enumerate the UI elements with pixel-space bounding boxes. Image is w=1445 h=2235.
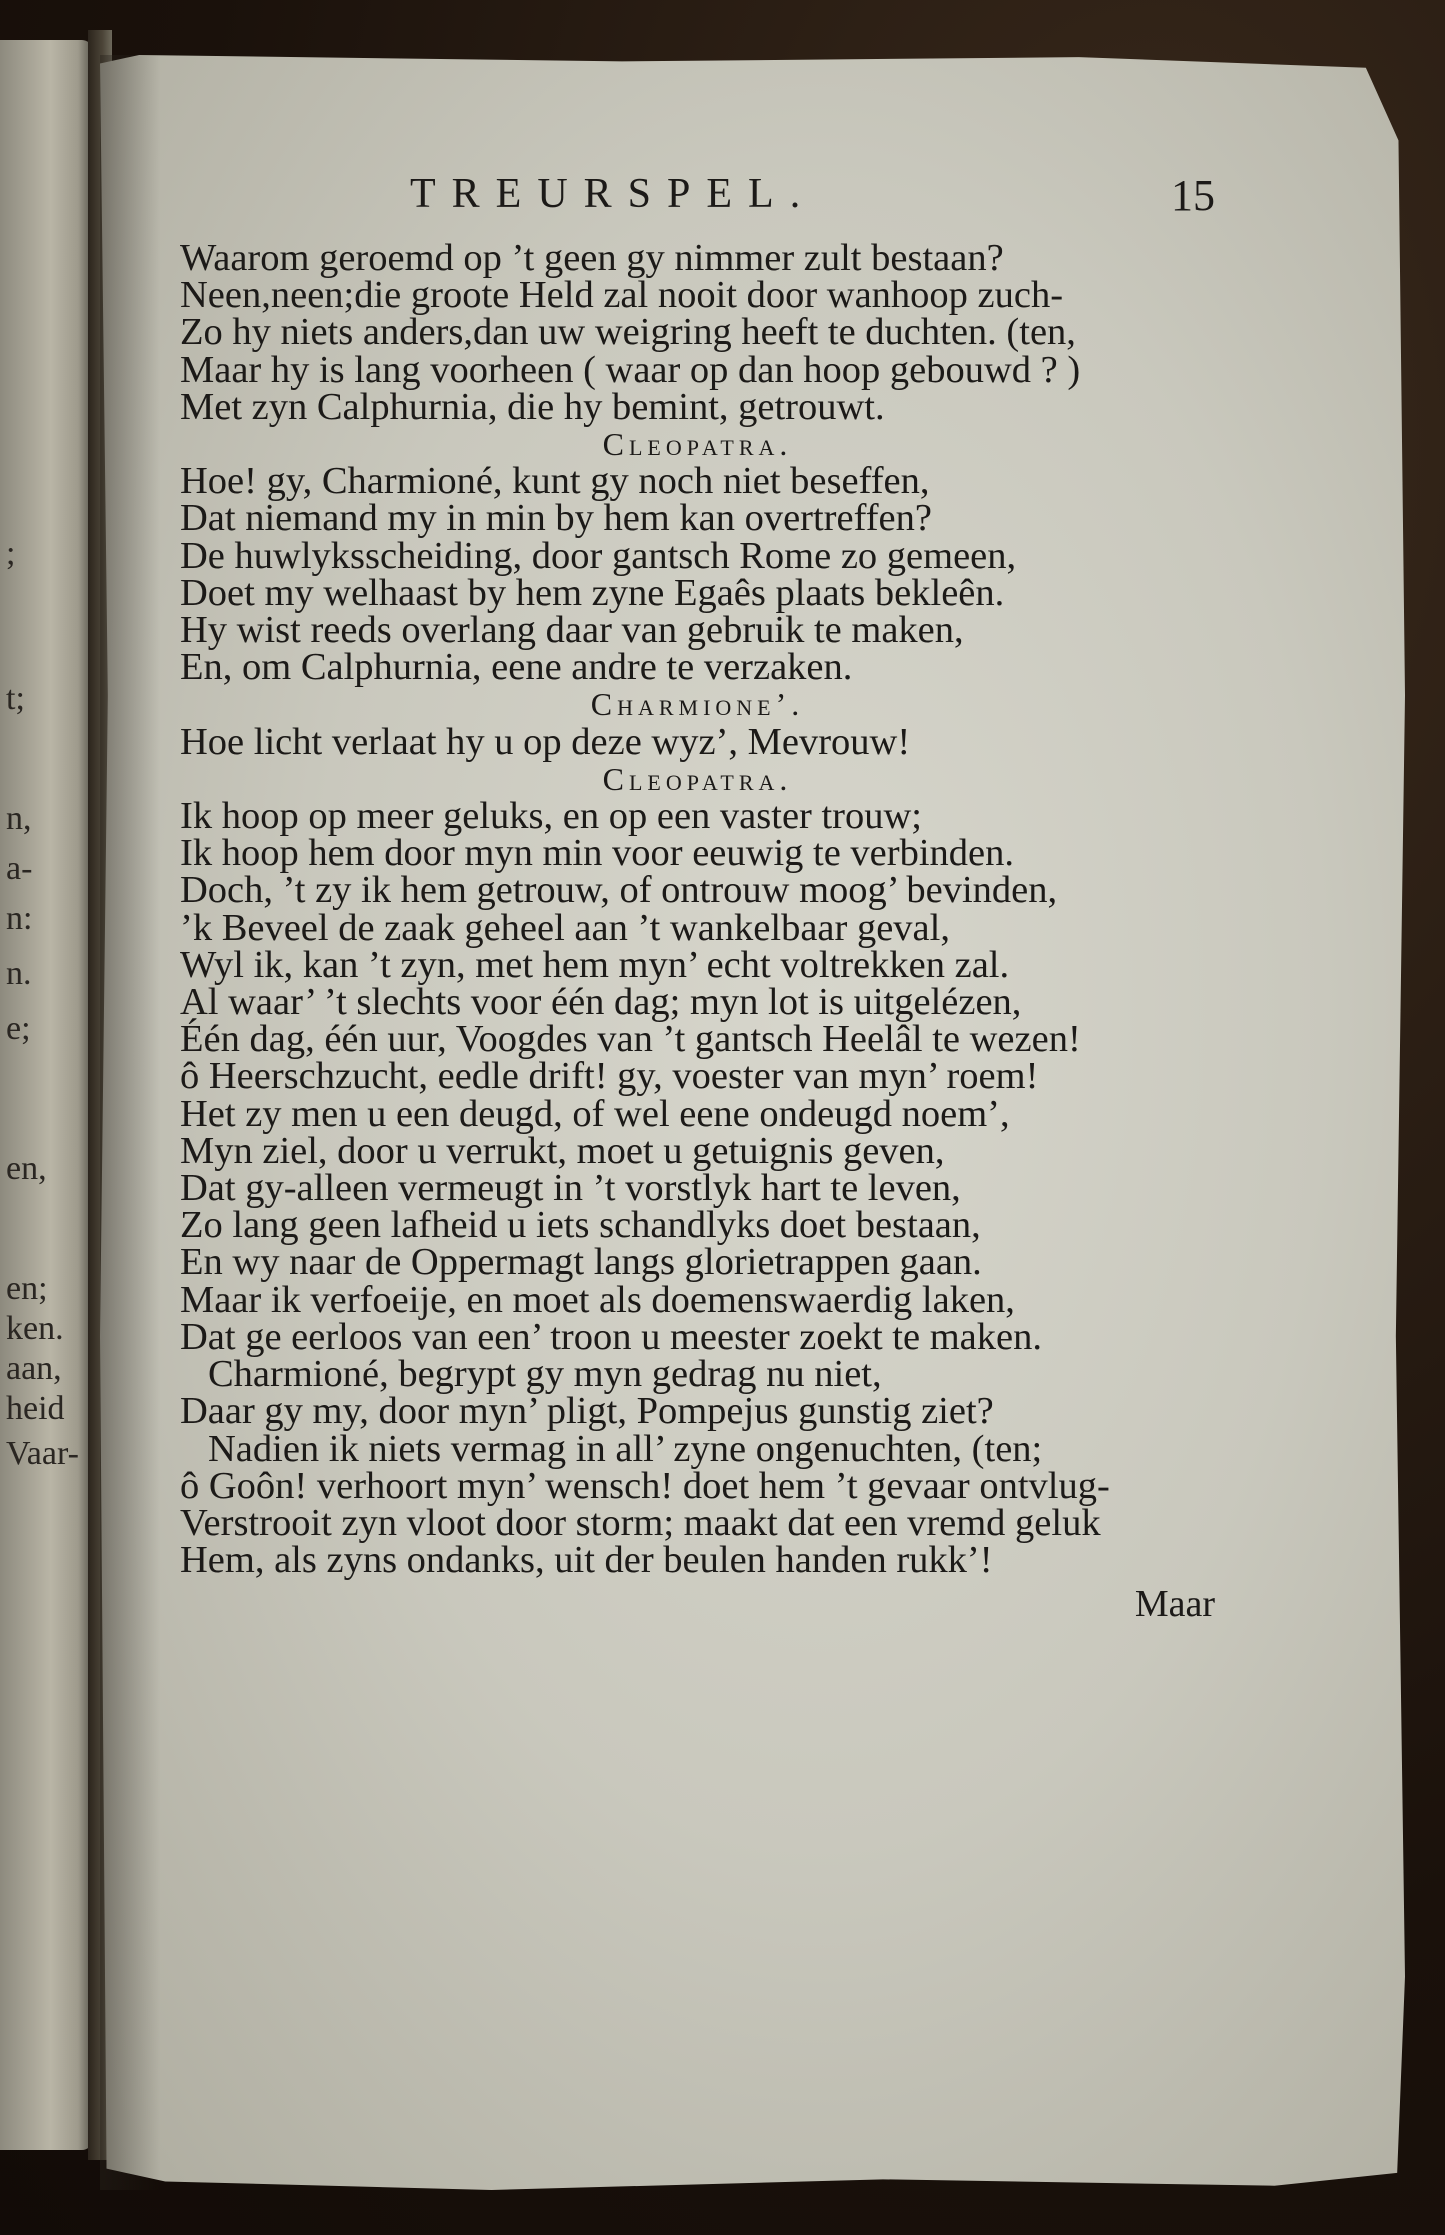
verse-line: Maar ik verfoeije, en moet als doemenswaerdig laken, bbox=[180, 1278, 1015, 1321]
left-page-text-fragment: t; bbox=[6, 680, 25, 717]
verse-line: En, om Calphurnia, eene andre te verzaken. bbox=[180, 646, 853, 689]
verse-line: Hoe! gy, Charmioné, kunt gy noch niet beseffen, bbox=[180, 460, 930, 503]
left-page-text-fragment: n: bbox=[6, 900, 33, 937]
verse-line: Daar gy my, door myn’ pligt, Pompejus gunstig ziet? bbox=[180, 1390, 994, 1433]
left-page-text-fragment: n. bbox=[6, 955, 32, 992]
verse-line: Één dag, één uur, Voogdes van ’t gantsch Heelâl te wezen! bbox=[180, 1018, 1081, 1061]
verse-line: ’k Beveel de zaak geheel aan ’t wankelbaar geval, bbox=[180, 906, 950, 949]
left-page-text-fragment: en, bbox=[6, 1150, 47, 1187]
speaker-heading: Cleopatra. bbox=[602, 760, 793, 797]
verse-line: Wyl ik, kan ’t zyn, met hem myn’ echt voltrekken zal. bbox=[180, 943, 1010, 986]
speaker-heading: Charmione’. bbox=[590, 686, 805, 723]
verse-line: Zo hy niets anders,dan uw weigring heeft te duchten. (ten, bbox=[180, 311, 1076, 354]
running-head bbox=[180, 170, 1215, 240]
facing-left-page bbox=[0, 40, 92, 2150]
verse-line: Ik hoop hem door myn min voor eeuwig te verbinden. bbox=[180, 832, 1014, 875]
verse-line: Neen,neen;die groote Held zal nooit door wanhoop zuch- bbox=[180, 274, 1064, 317]
verse-line: Dat niemand my in min by hem kan overtreffen? bbox=[180, 497, 932, 540]
verse-line: Charmioné, begrypt gy myn gedrag nu niet, bbox=[208, 1353, 882, 1396]
verse-line: Doet my welhaast by hem zyne Egaês plaats bekleên. bbox=[180, 571, 1005, 614]
left-page-text-fragment: heid bbox=[6, 1390, 65, 1427]
verse-line: En wy naar de Oppermagt langs glorietrappen gaan. bbox=[180, 1241, 982, 1284]
page-number: 15 bbox=[1171, 171, 1215, 220]
left-page-text-fragment: aan, bbox=[6, 1350, 62, 1387]
verse-line: Hoe licht verlaat hy u op deze wyz’, Mevrouw! bbox=[180, 720, 911, 763]
left-page-text-fragment: ken. bbox=[6, 1310, 64, 1347]
catchword: Maar bbox=[1134, 1583, 1215, 1626]
verse-line: Myn ziel, door u verrukt, moet u getuignis geven, bbox=[180, 1129, 945, 1172]
verse-lines bbox=[180, 237, 1215, 1582]
left-page-text-fragment: e; bbox=[6, 1010, 31, 1047]
verse-line: ô Goôn! verhoort myn’ wensch! doet hem ’t gevaar ontvlug- bbox=[180, 1464, 1110, 1507]
verse-line: Nadien ik niets vermag in all’ zyne ongenuchten, (ten; bbox=[208, 1427, 1043, 1470]
left-page-text-fragment: n, bbox=[6, 800, 32, 837]
verse-line: Waarom geroemd op ’t geen gy nimmer zult bestaan? bbox=[180, 237, 1004, 279]
verse-line: Zo lang geen lafheid u iets schandlyks doet bestaan, bbox=[180, 1204, 981, 1247]
verse-line: Hy wist reeds overlang daar van gebruik te maken, bbox=[180, 609, 964, 652]
left-page-text-fragment: Vaar- bbox=[6, 1435, 79, 1472]
verse-line: Verstrooit zyn vloot door storm; maakt dat een vremd geluk bbox=[180, 1501, 1101, 1544]
page-text-block bbox=[180, 170, 1215, 1629]
left-page-text-fragment: ; bbox=[6, 535, 16, 572]
verse-line: Doch, ’t zy ik hem getrouw, of ontrouw moog’ bevinden, bbox=[180, 869, 1058, 912]
verse-line: Hem, als zyns ondanks, uit der beulen handen rukk’! bbox=[180, 1539, 993, 1582]
verse-line: ô Heerschzucht, eedle drift! gy, voester van myn’ roem! bbox=[180, 1055, 1039, 1098]
page-shadow bbox=[100, 55, 160, 2190]
verse-line: Met zyn Calphurnia, die hy bemint, getrouwt. bbox=[180, 385, 885, 428]
verse-line: Maar hy is lang voorheen ( waar op dan hoop gebouwd ? ) bbox=[180, 348, 1081, 391]
speaker-heading: Cleopatra. bbox=[602, 426, 793, 463]
verse-line: Ik hoop op meer geluks, en op een vaster trouw; bbox=[180, 795, 922, 838]
left-page-text-fragment: en; bbox=[6, 1270, 48, 1307]
verse-line: Het zy men u een deugd, of wel eene ondeugd noem’, bbox=[180, 1092, 1010, 1135]
left-page-text-fragment: a- bbox=[6, 850, 33, 887]
verse-line: Dat gy-alleen vermeugt in ’t vorstlyk hart te leven, bbox=[180, 1167, 961, 1210]
verse-line: De huwlyksscheiding, door gantsch Rome zo gemeen, bbox=[180, 534, 1017, 577]
verse-line: Dat ge eerloos van een’ troon u meester zoekt te maken. bbox=[180, 1315, 1042, 1358]
verse-line: Al waar’ ’t slechts voor één dag; myn lot is uitgelézen, bbox=[180, 981, 1022, 1024]
running-head-title: TREURSPEL. bbox=[410, 171, 817, 217]
